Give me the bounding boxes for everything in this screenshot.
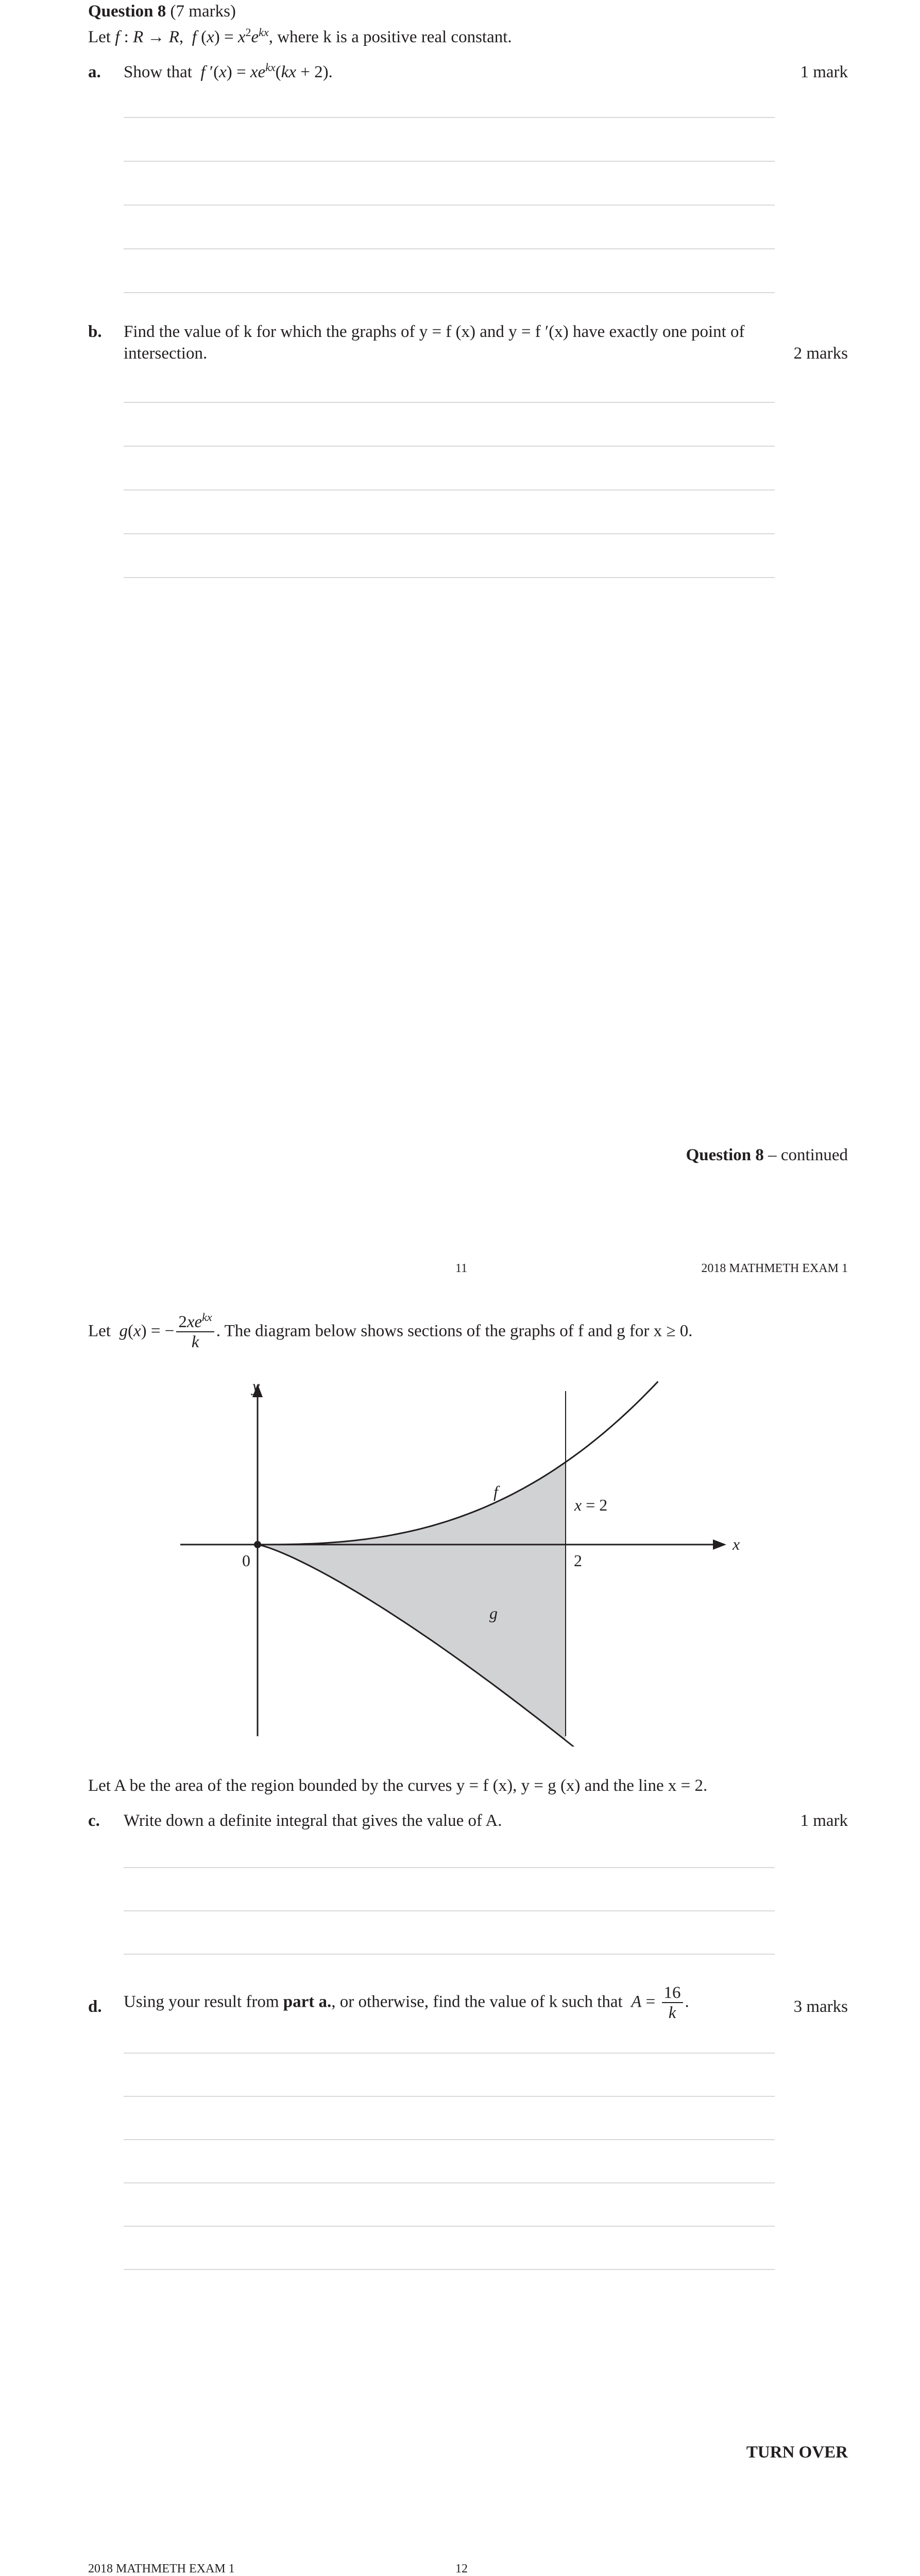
part-b-text-line2: intersection. xyxy=(124,344,208,363)
answer-line[interactable] xyxy=(124,292,775,293)
line-label: x = 2 xyxy=(574,1496,608,1514)
part-a-text: Show that f $'(x) = xe^{kx}(kx + 2)$. xyxy=(124,61,333,81)
answer-line[interactable] xyxy=(124,2139,775,2140)
answer-line[interactable] xyxy=(124,2182,775,2183)
part-d-bold: part a. xyxy=(283,1992,332,2011)
part-d-text: Using your result from part a., or otherwise, find the value of k such that A = $\frac{16}{k}$ . xyxy=(124,1984,689,2022)
function-definition-tail: , where k is a positive real constant. xyxy=(268,28,512,46)
x-axis-label: x xyxy=(732,1535,740,1553)
x-axis-arrow xyxy=(713,1539,726,1550)
part-c-text: Write down a definite integral that gives the value of A. xyxy=(124,1811,502,1830)
answer-line[interactable] xyxy=(124,205,775,206)
answer-line[interactable] xyxy=(124,117,775,118)
shaded-region xyxy=(258,1462,566,1740)
answer-line[interactable] xyxy=(124,577,775,578)
g-definition-text: . The diagram below shows sections of the graphs of f and g for x ≥ 0. xyxy=(216,1321,693,1341)
footer-exam-title: 2018 MATHMETH EXAM 1 xyxy=(88,2562,235,2575)
area-diagram xyxy=(175,1376,752,1747)
answer-line[interactable] xyxy=(124,2096,775,2097)
tick-label-2: 2 xyxy=(574,1551,582,1570)
answer-line[interactable] xyxy=(124,489,775,490)
area-definition: Let A be the area of the region bounded by the curves y = f (x), y = g (x) and the line x = 2. xyxy=(88,1776,708,1795)
answer-line[interactable] xyxy=(124,1867,775,1868)
g-definition: Let g(x) = − $\frac{2xe^{kx}}{k}$ . The diagram below shows sections of the graphs of f and g for x ≥ 0. xyxy=(88,1311,693,1351)
answer-line[interactable] xyxy=(124,2226,775,2227)
part-b-marks: 2 marks xyxy=(793,344,848,363)
g-definition-prefix: Let xyxy=(88,1321,111,1341)
page-number: 11 xyxy=(455,1262,468,1275)
part-d-marks: 3 marks xyxy=(793,1997,848,2016)
part-d-suffix: , or otherwise, find the value of k such that xyxy=(331,1992,623,2011)
g-fraction: $\frac{2xe^{kx}}{k}$ xyxy=(176,1313,214,1352)
part-b-text-line1: Find the value of k for which the graphs of y = f (x) and y = f ′(x) have exactly one point of xyxy=(124,323,745,341)
footer-page-number: 12 xyxy=(455,2562,468,2575)
answer-line[interactable] xyxy=(124,446,775,447)
origin-label: 0 xyxy=(242,1551,250,1570)
answer-line[interactable] xyxy=(124,1954,775,1955)
question-marks: (7 marks) xyxy=(170,2,236,21)
part-b-label: b. xyxy=(88,323,102,341)
turn-over: TURN OVER xyxy=(746,2443,848,2462)
exam-title: 2018 MATHMETH EXAM 1 xyxy=(701,1262,848,1275)
answer-line[interactable] xyxy=(124,402,775,403)
g-label: g xyxy=(489,1604,498,1622)
question-continued xyxy=(686,1145,848,1165)
part-d-prefix: Using your result from xyxy=(124,1992,279,2011)
part-a-prefix: Show that xyxy=(124,63,192,81)
answer-line[interactable] xyxy=(124,533,775,534)
y-axis-label: y xyxy=(252,1377,260,1396)
part-d-label: d. xyxy=(88,1997,102,2016)
answer-line[interactable] xyxy=(124,248,775,249)
continued-bold: Question 8 xyxy=(686,1146,764,1164)
continued-rest: – continued xyxy=(763,1146,848,1164)
answer-line[interactable] xyxy=(124,1910,775,1911)
question-number: Question 8 xyxy=(88,2,166,21)
part-c-label: c. xyxy=(88,1811,100,1830)
origin-point xyxy=(254,1541,261,1548)
answer-line[interactable] xyxy=(124,2053,775,2054)
part-d-fraction: $\frac{16}{k}$ xyxy=(662,1984,683,2023)
answer-line[interactable] xyxy=(124,161,775,162)
part-c-marks: 1 mark xyxy=(800,1811,848,1830)
part-a-label: a. xyxy=(88,63,101,81)
f-label: f xyxy=(493,1482,498,1501)
part-a-marks: 1 mark xyxy=(800,63,848,81)
answer-line[interactable] xyxy=(124,2269,775,2270)
question-heading xyxy=(88,1,236,22)
function-definition: Let f : R → R, f $(x) = x^2e^{kx}$, where k is a positive real constant. xyxy=(88,26,512,46)
